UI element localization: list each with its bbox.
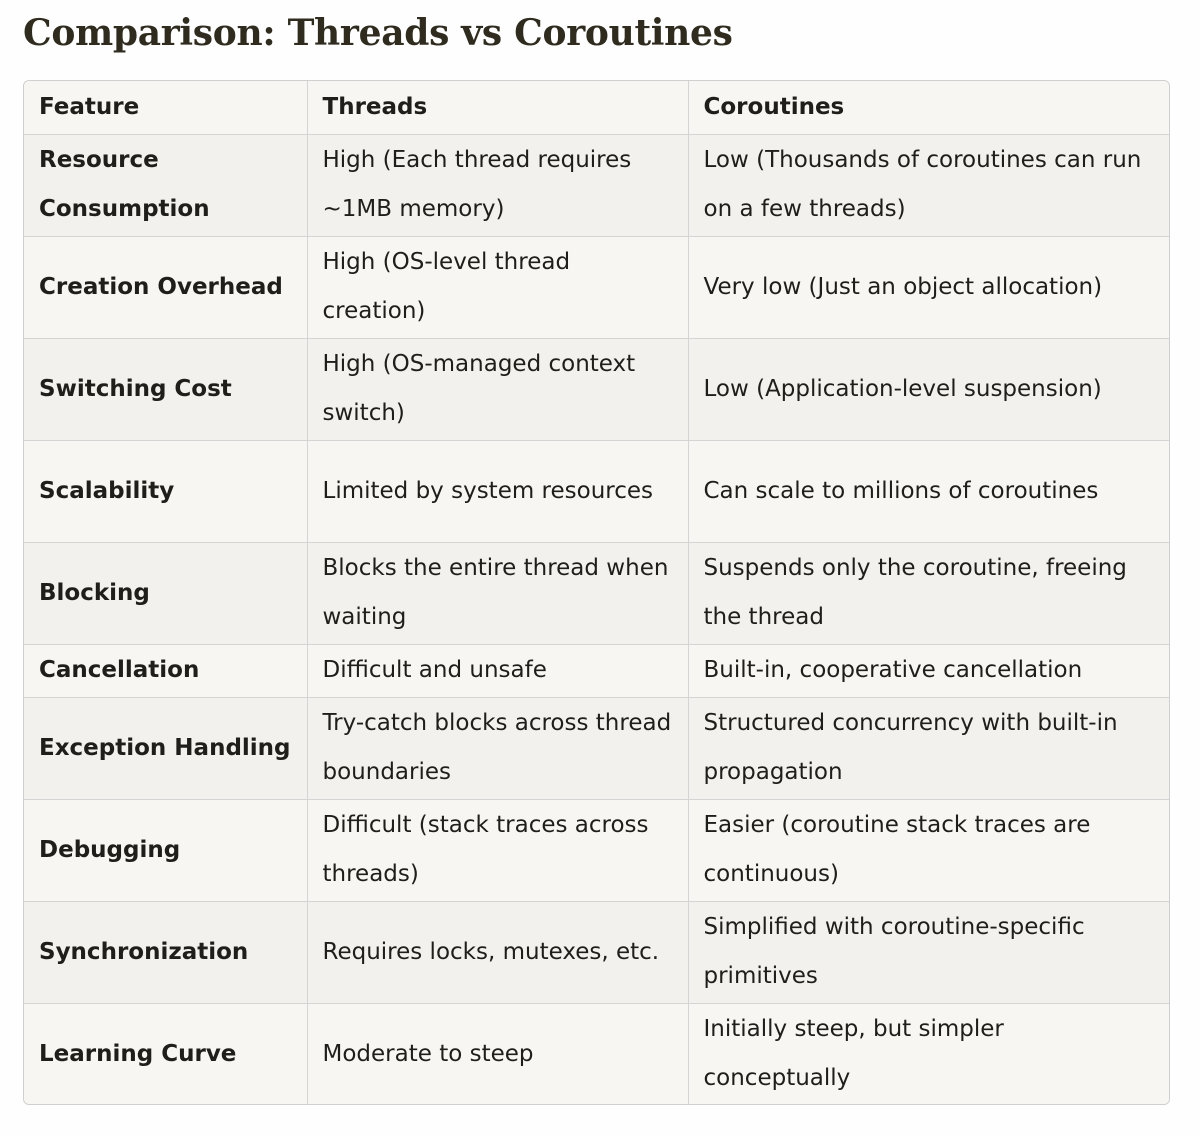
threads-cell: Difficult (stack traces across threads): [307, 799, 688, 901]
threads-cell: High (OS-level thread creation): [307, 236, 688, 338]
table-row: [24, 440, 1169, 542]
table-row: [24, 134, 1169, 236]
header-coroutines: Coroutines: [688, 81, 1169, 134]
table-row: [24, 697, 1169, 799]
table-row: [24, 901, 1169, 1003]
feature-cell: Debugging: [24, 799, 307, 901]
table-row: [24, 1003, 1169, 1105]
feature-cell: Resource Consumption: [24, 134, 307, 236]
threads-cell: Difficult and unsafe: [307, 644, 688, 697]
feature-cell: Switching Cost: [24, 338, 307, 440]
coroutines-cell: Low (Application-level suspension): [688, 338, 1169, 440]
feature-cell: Cancellation: [24, 644, 307, 697]
header-threads: Threads: [307, 81, 688, 134]
table-row: [24, 338, 1169, 440]
coroutines-cell: Very low (Just an object allocation): [688, 236, 1169, 338]
coroutines-cell: Easier (coroutine stack traces are continuous): [688, 799, 1169, 901]
coroutines-cell: Initially steep, but simpler conceptually: [688, 1003, 1169, 1105]
feature-cell: Synchronization: [24, 901, 307, 1003]
coroutines-cell: Suspends only the coroutine, freeing the thread: [688, 542, 1169, 644]
feature-cell: Scalability: [24, 440, 307, 542]
feature-cell: Creation Overhead: [24, 236, 307, 338]
table-row: [24, 236, 1169, 338]
threads-cell: High (Each thread requires ~1MB memory): [307, 134, 688, 236]
coroutines-cell: Structured concurrency with built-in propagation: [688, 697, 1169, 799]
coroutines-cell: Simplified with coroutine-specific primitives: [688, 901, 1169, 1003]
header-feature: Feature: [24, 81, 307, 134]
coroutines-cell: Built-in, cooperative cancellation: [688, 644, 1169, 697]
comparison-table: [23, 80, 1170, 1105]
feature-cell: Exception Handling: [24, 697, 307, 799]
coroutines-cell: Can scale to millions of coroutines: [688, 440, 1169, 542]
threads-cell: Try-catch blocks across thread boundaries: [307, 697, 688, 799]
page-title: Comparison: Threads vs Coroutines: [23, 12, 733, 54]
table-header-row: [24, 81, 1169, 134]
threads-cell: Limited by system resources: [307, 440, 688, 542]
threads-cell: Moderate to steep: [307, 1003, 688, 1105]
table-row: [24, 542, 1169, 644]
table-row: [24, 799, 1169, 901]
coroutines-cell: Low (Thousands of coroutines can run on a few threads): [688, 134, 1169, 236]
feature-cell: Learning Curve: [24, 1003, 307, 1105]
threads-cell: High (OS-managed context switch): [307, 338, 688, 440]
feature-cell: Blocking: [24, 542, 307, 644]
threads-cell: Blocks the entire thread when waiting: [307, 542, 688, 644]
threads-cell: Requires locks, mutexes, etc.: [307, 901, 688, 1003]
table-row: [24, 644, 1169, 697]
